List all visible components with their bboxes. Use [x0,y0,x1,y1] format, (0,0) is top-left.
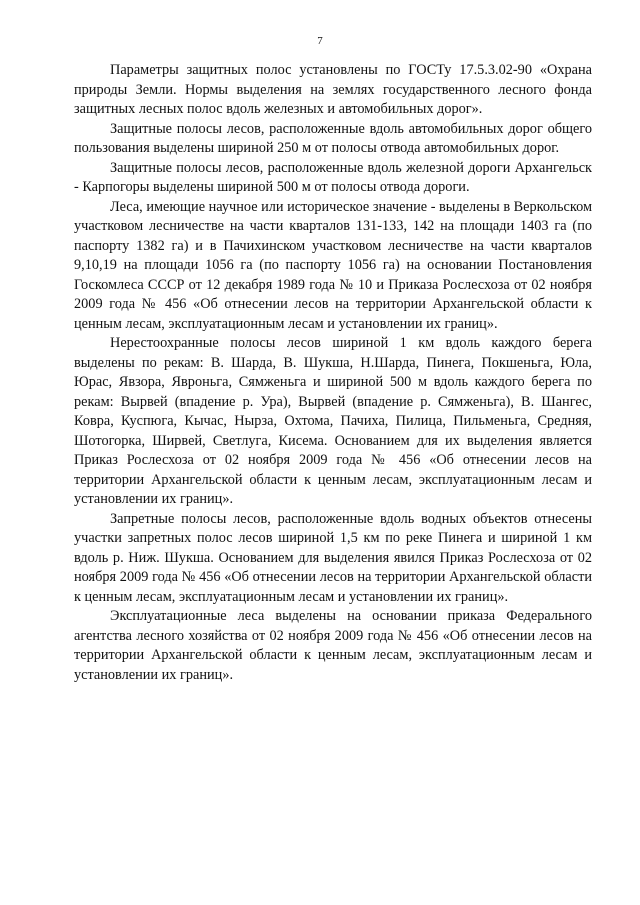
paragraph-scientific-historical-forests: Леса, имеющие научное или историческое значение - выделены в Веркольском участковом лесничестве на части кварталов 131-133, 142 на площади 1403 га (по паспорту 1382 га) и в Пачихинском участковом лесничестве на части кварталов 9,10,19 на площади 1056 га (по паспорту 1056 га) на основании Постановления Госкомлеса СССР от 12 декабря 1989 года № 10 и Приказа Рослесхоза от 02 ноября 2009 года № 456 «Об отнесении лесов на территории Архангельской области к ценным лесам, эксплуатационным лесам и установлении их границ». [74,198,592,332]
paragraph-road-protective-strips: Защитные полосы лесов, расположенные вдоль автомобильных дорог общего пользования выделены шириной 250 м от полосы отвода автомобильных дорог. [74,120,592,156]
page-number: 7 [317,35,323,47]
paragraph-exploitation-forests: Эксплуатационные леса выделены на основании приказа Федерального агентства лесного хозяйства от 02 ноября 2009 года № 456 «Об отнесении лесов на территории Архангельской области к ценным лесам, эксплуатационным лесам и установлении их границ». [74,608,592,683]
paragraph-protective-strips-gost: Параметры защитных полос установлены по ГОСТу 17.5.3.02-90 «Охрана природы Земли. Нормы выделения на землях государственного лесного фонда защитных лесных полос вдоль железных и автомобильных дорог». [74,62,592,117]
paragraph-prohibited-strips: Запретные полосы лесов, расположенные вдоль водных объектов отнесены участки запретных полос лесов шириной 1,5 км по реке Пинега и шириной 1 км вдоль р. Ниж. Шукша. Основанием для выделения явился Приказ Рослесхоза от 02 ноября 2009 года № 456 «Об отнесении лесов на территории Архангельской области к ценным лесам, эксплуатационным лесам и установлении их границ». [74,510,592,605]
paragraph-railway-protective-strips: Защитные полосы лесов, расположенные вдоль железной дороги Архангельск - Карпогоры выделены шириной 500 м от полосы отвода дороги. [74,159,592,195]
document-body [74,61,592,685]
paragraph-spawning-protection-strips: Нерестоохранные полосы лесов шириной 1 км вдоль каждого берега выделены по рекам: В. Шарда, В. Шукша, Н.Шарда, Пинега, Покшеньга, Юла, Юрас, Явзора, Явроньга, Сямженьга и шириной 500 м вдоль каждого берега по рекам: Вырвей (впадение р. Ура), Вырвей (впадение р. Сямженьга), В. Шангес, Ковра, Куспюга, Кычас, Нырза, Охтома, Пачиха, Пилица, Пильменьга, Средняя, Шотогорка, Ширвей, Светлуга, Кисема. Основанием для их выделения является Приказ Рослесхоза от 02 ноября 2009 года № 456 «Об отнесении лесов на территории Архангельской области к ценным лесам, эксплуатационным лесам и установлении их границ». [74,335,592,507]
